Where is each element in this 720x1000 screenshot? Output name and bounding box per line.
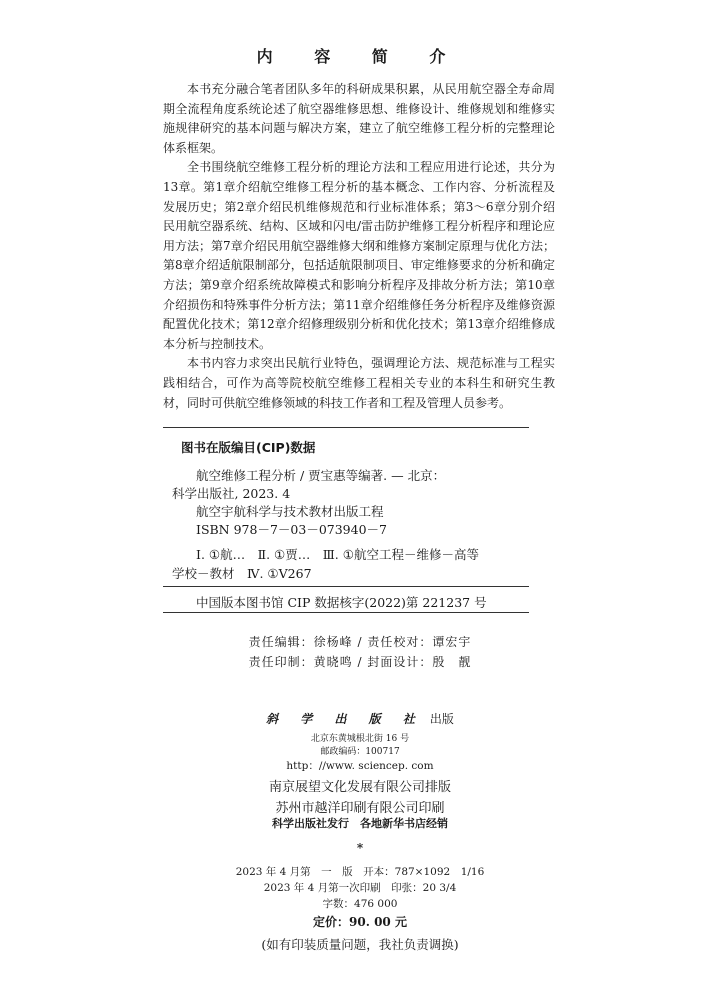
publisher-address: 北京东黄城根北街 16 号 — [310, 734, 410, 744]
publisher-line — [0, 708, 720, 727]
divider — [163, 586, 529, 587]
credit-line: 责任编辑：徐杨峰 / 责任校对：谭宏宇 — [248, 635, 472, 649]
cip-isbn: ISBN 978－7－03－073940－7 — [196, 522, 387, 537]
divider — [163, 427, 529, 428]
page-title: 内 容 简 介 — [256, 47, 464, 66]
publisher-logo-text: 斜 学 出 版 社 — [266, 712, 424, 726]
summary-paragraph: 全书围绕航空维修工程分析的理论方法和工程应用进行论述，共分为13章。第1章介绍航空维修工程分析的基本概念、工作内容、分析流程及发展历史；第2章介绍民机维修规范和行业标准体系；第3～6章分别介绍民用航空器系统、结构、区域和闪电/雷击防护维修工程分析程序和理论应用方法；第7章介绍民用航空器维修大纲和维修方案制定原理与优化方法；第8章介绍适航限制部分，包括适航限制项目、审定维修要求的分析和确定方法；第9章介绍系统故障模式和影响分析程序及排故分析方法；第10章介绍损伤和特殊事件分析方法；第11章介绍维修任务分析程序及维修资源配置优化技术；第12章介绍修理级别分析和优化技术；第13章介绍维修成本分析与控制技术。 — [163, 160, 555, 351]
printing-sheets: 2023 年 4 月第一次印刷 印张：20 3/4 — [263, 882, 457, 894]
divider — [163, 612, 529, 613]
quality-note: (如有印装质量问题，我社负责调换) — [261, 937, 459, 952]
cip-heading: 图书在版编目(CIP)数据 — [181, 440, 316, 455]
credit-line: 责任印制：黄晓鸣 / 封面设计：殷 靓 — [248, 655, 472, 669]
typesetter: 南京展望文化发展有限公司排版 — [268, 780, 451, 795]
edition-format: 2023 年 4 月第 一 版 开本：787×1092 1/16 — [235, 866, 485, 878]
cip-entry: 科学出版社, 2023. 4 — [172, 486, 291, 501]
summary-paragraph: 本书充分融合笔者团队多年的科研成果积累，从民用航空器全寿命周期全流程角度系统论述了航空器维修思想、维修设计、维修规划和维修实施规律研究的基本问题与解决方案，建立了航空维修工程分析的完整理论体系框架。 — [163, 82, 555, 155]
publisher-website: http：//www. sciencep. com — [286, 760, 434, 772]
cip-record-number: 中国版本图书馆 CIP 数据核字(2022)第 221237 号 — [196, 595, 487, 610]
summary-paragraph: 本书内容力求突出民航行业特色，强调理论方法、规范标准与工程实践相结合，可作为高等院校航空维修工程相关专业的本科生和研究生教材，同时可供航空维修领域的科技工作者和工程及管理人员参考。 — [163, 356, 555, 410]
printer: 苏州市越洋印刷有限公司印刷 — [275, 801, 445, 816]
distribution: 科学出版社发行 各地新华书店经销 — [272, 817, 448, 830]
publisher-suffix: 出版 — [429, 712, 454, 726]
separator-star: * — [356, 841, 364, 855]
word-count: 字数：476 000 — [322, 898, 398, 910]
summary-text — [163, 80, 555, 413]
cip-classification: 学校－教材 Ⅳ. ①V267 — [172, 566, 312, 581]
price: 定价：90. 00 元 — [313, 915, 407, 929]
cip-classification: Ⅰ. ①航… Ⅱ. ①贾… Ⅲ. ①航空工程－维修－高等 — [196, 547, 479, 562]
cip-entry: 航空维修工程分析 / 贾宝惠等编著. — 北京： — [196, 468, 446, 483]
editorial-credits — [0, 632, 720, 672]
cip-entry: 航空宇航科学与技术教材出版工程 — [196, 504, 384, 519]
publisher-postcode: 邮政编码：100717 — [320, 747, 400, 757]
